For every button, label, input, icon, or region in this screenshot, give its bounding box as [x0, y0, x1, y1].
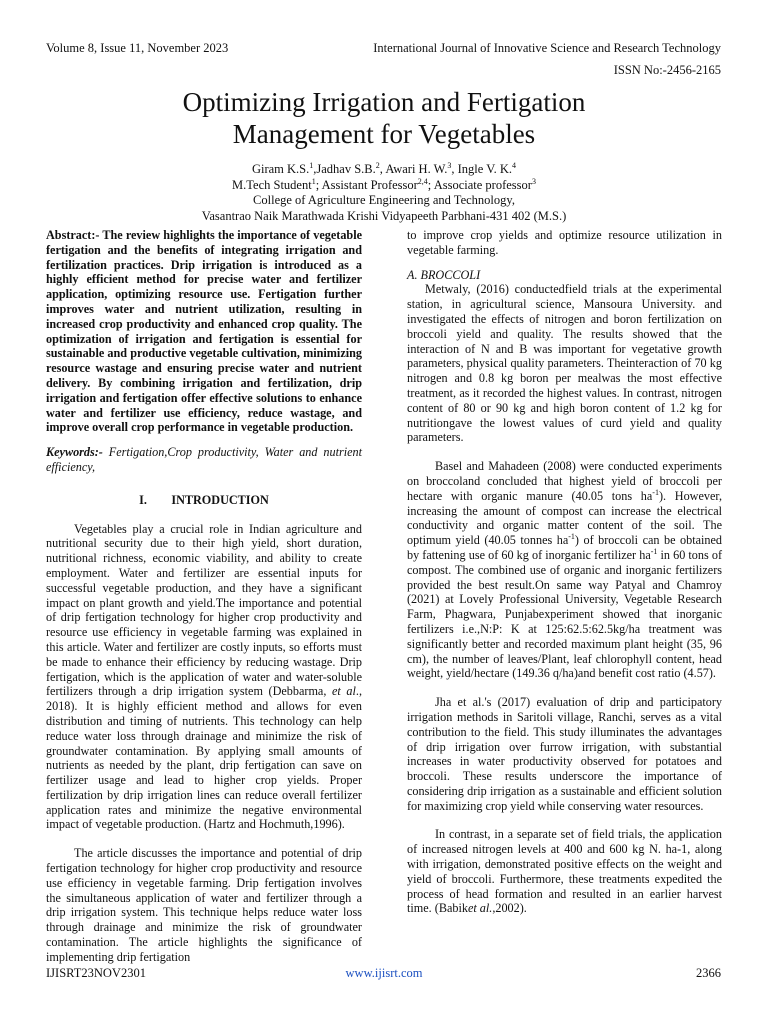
intro-paragraph-2-continued: to improve crop yields and optimize resource utilization in vegetable farming.	[407, 228, 722, 257]
abstract: Abstract:- The review highlights the importance of vegetable fertigation and the benefits of integrating irrigation and fertilization practices. Drip irrigation is introduced as a highly efficient method for precise water and fertilizer application, optimizing resource use. Fertigation further improves water and nutrient utilization, resulting in increased crop productivity and enhanced crop quality. The optimization of irrigation and fertigation is essential for sustainable and productive vegetable cultivation, minimizing resource wastage and ensuring precise water and nutrient delivery. By combining irrigation and fertilization, drip irrigation and fertigation offer effective solutions to enhance water and fertilizer use efficiency, reduce wastage, and improve overall crop performance in vegetable production.	[46, 228, 362, 435]
right-column	[407, 228, 722, 916]
left-column	[46, 228, 362, 965]
paper-title	[0, 86, 768, 150]
section-heading-introduction: I. INTRODUCTION	[139, 492, 269, 507]
author-college: College of Agriculture Engineering and Technology,	[253, 193, 515, 207]
running-header-issn: ISSN No:-2456-2165	[613, 63, 721, 77]
broccoli-paragraph-4: In contrast, in a separate set of field trials, the application of increased nitrogen levels at 400 and 600 kg N. ha-1, along with irrigation, demonstrated positive effects on the weight and yield of broccoli. Furthermore, these treatments expedited the process of head formation and resulted in an earlier harvest time. (Babiket al.,2002).	[407, 827, 722, 916]
intro-paragraph-2: The article discusses the importance and potential of drip fertigation technology for higher crop productivity and resource use efficiency in vegetable farming. Drip fertigation involves the simultaneous application of water and fertilizer through a drip irrigation system. This technique helps reduce water loss through drainage and minimize the risk of groundwater contamination. The article highlights the significance of implementing drip fertigation	[46, 846, 362, 964]
intro-paragraph-1: Vegetables play a crucial role in Indian agriculture and nutritional security due to their high yield, short duration, nutritional richness, economic viability, and ability to create employment. Water and fertilizer are essential inputs for successful vegetable production, and they have a significant impact on plant growth and yield.The importance and potential of drip fertigation technology for higher crop productivity and resource use efficiency in vegetable farming was explained in this article. Water and fertilizer are costly inputs, so efforts must be made to enhance their efficiency by reducing wastage. Drip fertigation, which is the application of water and water-soluble fertilizers through a drip irrigation system (Debbarma, et al., 2018). It is highly efficient method and allows for even distribution and timing of nutrients. This technology can help reduce water loss through drainage and minimize the risk of groundwater contamination. By applying small amounts of nutrients as needed by the plant, drip fertigation can save on fertilizer usage and lead to higher crop yields. Proper fertilization by drip irrigation lines can reduce overall fertilizer application rates and minimize the negative environmental impact of vegetable production. (Hartz and Hochmuth,1996).	[46, 521, 362, 832]
footer-code: IJISRT23NOV2301	[46, 966, 146, 980]
keywords: Keywords:- Fertigation,Crop productivity, Water and nutrient efficiency,	[46, 445, 362, 474]
subsection-heading-broccoli: A. BROCCOLI	[407, 267, 481, 282]
broccoli-paragraph-2: Basel and Mahadeen (2008) were conducted experiments on broccoland concluded that highest yield of broccoli per hectare with organic manure (40.05 tons $ha^{-1}$). However, increasing the amount of compost can increase the electrical conductivity and organic matter content of the soil. The optimum yield (40.05 tonnes $ha^{-1}$) of broccoli can be obtained by fattening use of 60 kg of inorganic fertilizer $ha^{-1}$ in 60 tons of compost. The combined use of organic and inorganic fertilizers provided the best result.On same way Patyal and Chamroy (2021) at Lovely Professional University, Vegetable Research Farm, Phagwara, Punjabexperiment showed that inorganic fertilizers i.e.,N:P: K at 125:62.5:62.5kg/ha treatment was significantly better and recorded maximum plant height (35, 96 cm), the number of leaves/Plant, leaf chlorophyll content, head weight, yield/hectare (149.36 q/ha)and benefit cost ratio (4.57).	[407, 459, 723, 681]
paper-title-line-2: Management for Vegetables	[232, 119, 536, 149]
broccoli-paragraph-1: Metwaly, (2016) conductedfield trials at the experimental station, in agricultural science, Mansoura University. and investigated the effects of nitrogen and boron fertilization on broccoli yield and quality. The results showed that the interaction of N and B was important for vegetative growth parameters, physical quality parameters. Theinteraction of 70 kg nitrogen and 0.8 kg boron per mealwas the most effective treatment, as it recorded the highest values. In contrast, nitrogen content of 80 or 90 kg and high boron content of 1.2 kg for nutritiongave the lowest values of curd yield and quality parameters.	[407, 282, 722, 445]
author-block	[0, 162, 768, 224]
running-header-journal: International Journal of Innovative Science and Research Technology	[373, 41, 721, 55]
author-names: Giram K.S.$^1$,Jadhav S.B.$^2$, Awari H. W.$^3$, Ingle V. K.$^4$	[251, 160, 517, 176]
broccoli-paragraph-3: Jha et al.'s (2017) evaluation of drip and participatory irrigation methods in Saritoli village, Ranchi, serves as a vital contribution to the field. This study illuminates the advantages of drip irrigation over furrow irrigation, with substantial increases in water productivity observed for potatoes and broccoli. These results underscore the importance of considering drip irrigation as a sustainable and efficient solution for maximizing crop yield while conserving water resources.	[407, 695, 722, 813]
author-university: Vasantrao Naik Marathwada Krishi Vidyapeeth Parbhani-431 402 (M.S.)	[201, 208, 567, 223]
footer-url-link[interactable]: www.ijisrt.com	[345, 966, 423, 980]
running-header-volume: Volume 8, Issue 11, November 2023	[46, 41, 229, 55]
paper-title-line-1: Optimizing Irrigation and Fertigation	[182, 87, 586, 117]
author-roles: M.Tech Student$^1$; Assistant Professor$^{2,4}$; Associate professor$^3$	[232, 176, 536, 192]
footer-page-number: 2366	[696, 966, 721, 980]
